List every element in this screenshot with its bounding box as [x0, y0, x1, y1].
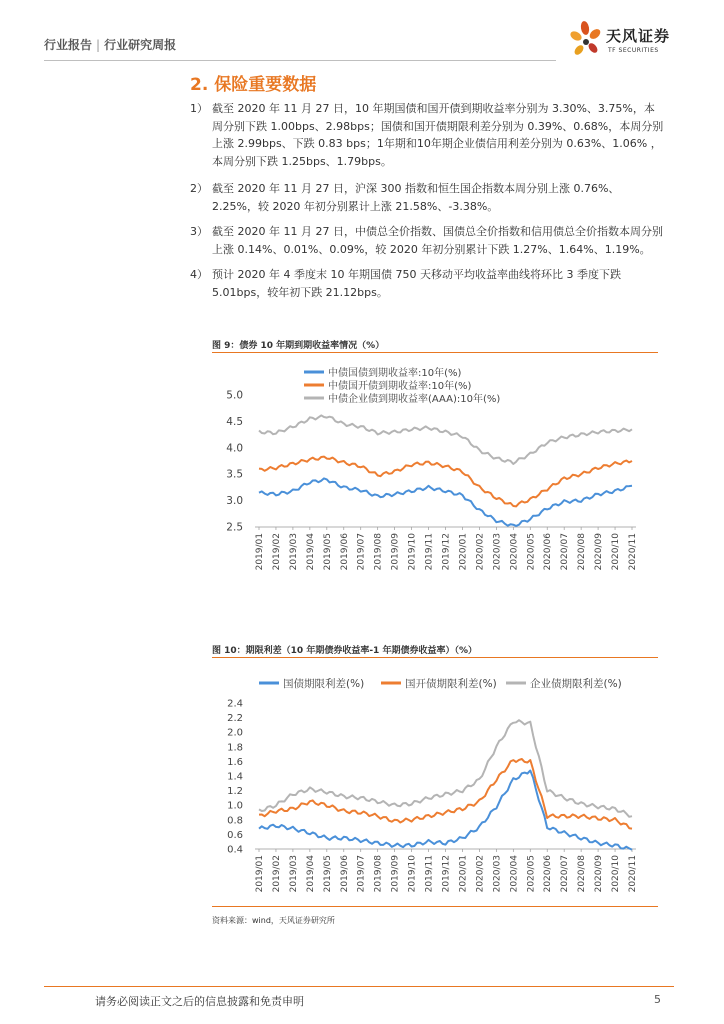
y-tick-label: 1.4 [227, 771, 243, 783]
report-subcategory: 行业研究周报 [104, 38, 177, 52]
x-tick-label: 2020/09 [594, 533, 605, 571]
figure-10-title: 图 10：期限利差（10 年期债券收益率-1 年期债券收益率）（%） [212, 646, 477, 656]
x-tick-label: 2020/10 [611, 533, 622, 571]
x-tick-label: 2020/01 [458, 855, 469, 893]
x-tick-label: 2020/04 [509, 533, 520, 571]
report-category: 行业报告 [44, 38, 93, 52]
x-tick-label: 2020/09 [594, 855, 605, 893]
x-tick-label: 2020/05 [526, 855, 537, 893]
paragraph-text: 预计 2020 年 4 季度末 10 年期国债 750 天移动平均收益率曲线将环比 3 季度下跌 5.01bps，较年初下跌 21.12bps。 [212, 268, 621, 299]
x-tick-label: 2019/12 [441, 855, 452, 893]
header-separator: | [96, 38, 101, 52]
legend-label: 中债国开债到期收益率:10年(%) [328, 381, 472, 392]
x-tick-label: 2019/12 [441, 533, 452, 571]
x-tick-label: 2019/04 [305, 533, 316, 571]
figure-9-title: 图 9：债券 10 年期到期收益率情况（%） [212, 341, 385, 351]
x-tick-label: 2019/10 [407, 533, 418, 571]
x-tick-label: 2020/03 [492, 855, 503, 893]
x-tick-label: 2019/01 [255, 855, 265, 893]
y-tick-label: 3.0 [226, 495, 243, 508]
legend-label: 企业债期限利差(%) [530, 678, 622, 690]
x-tick-label: 2020/03 [492, 533, 503, 571]
y-tick-label: 2.5 [226, 521, 243, 534]
x-tick-label: 2020/06 [543, 533, 554, 571]
x-tick-label: 2019/01 [255, 533, 265, 571]
x-tick-label: 2020/07 [560, 533, 571, 571]
x-tick-label: 2019/05 [322, 855, 333, 893]
paragraph-text: 截至 2020 年 11 月 27 日，沪深 300 指数和恒生国企指数本周分别上涨 0.76%、2.25%，较 2020 年初分别累计上涨 21.58%、-3.38%。 [212, 182, 620, 213]
flower-logo-icon [569, 20, 602, 56]
x-tick-label: 2019/09 [390, 855, 401, 893]
legend-label: 中债企业债到期收益率(AAA):10年(%) [328, 394, 501, 405]
x-tick-label: 2019/07 [356, 855, 367, 893]
report-header [44, 36, 176, 53]
y-tick-label: 3.5 [226, 468, 243, 481]
paragraph-text: 截至 2020 年 11 月 27 日，中债总全价指数、国债总全价指数和信用债总全价指数本周分别上涨 0.14%、0.01%、0.09%，较 2020 年初分别累计下跌 1.27%、1.64%、1.19%。 [212, 225, 663, 256]
figure-9-rule [212, 352, 658, 353]
y-tick-label: 4.0 [226, 442, 243, 455]
x-tick-label: 2020/11 [628, 855, 638, 893]
figure-10-chart [212, 662, 658, 904]
y-tick-label: 1.0 [227, 800, 243, 812]
x-tick-label: 2020/08 [577, 533, 588, 571]
x-tick-label: 2019/06 [339, 855, 350, 893]
y-tick-label: 0.8 [227, 815, 243, 827]
x-tick-label: 2019/02 [271, 533, 282, 571]
y-tick-label: 1.2 [227, 786, 243, 798]
legend-label: 国开债期限利差(%) [405, 678, 497, 690]
x-tick-label: 2020/07 [560, 855, 571, 893]
legend-label: 国债期限利差(%) [283, 678, 365, 690]
x-tick-label: 2019/02 [271, 855, 282, 893]
x-tick-label: 2019/10 [407, 855, 418, 893]
x-tick-label: 2019/05 [322, 533, 333, 571]
x-tick-label: 2019/11 [424, 533, 435, 571]
y-tick-label: 2.4 [227, 698, 243, 710]
x-tick-label: 2019/08 [373, 855, 384, 893]
x-tick-label: 2020/10 [611, 855, 622, 893]
data-source: 资料来源：wind，天风证券研究所 [212, 916, 335, 925]
y-tick-label: 2.2 [227, 713, 243, 725]
y-tick-label: 0.4 [227, 844, 243, 856]
logo-english: TF SECURITIES [608, 47, 659, 54]
x-tick-label: 2020/08 [577, 855, 588, 893]
x-tick-label: 2020/06 [543, 855, 554, 893]
x-tick-label: 2019/03 [288, 855, 299, 893]
y-tick-label: 0.6 [227, 829, 243, 841]
legend-label: 中债国债到期收益率:10年(%) [328, 368, 462, 379]
paragraph-number: 2） [190, 182, 208, 195]
series-line [259, 478, 632, 526]
y-tick-label: 5.0 [226, 389, 243, 402]
figure-9-chart [212, 356, 658, 590]
logo-name: 天风证券 [606, 27, 671, 45]
footer-divider [44, 986, 674, 987]
y-tick-label: 4.5 [226, 415, 243, 428]
x-tick-label: 2020/02 [475, 855, 486, 893]
series-line [259, 415, 632, 464]
figure-10-rule [212, 657, 658, 658]
footer-disclaimer: 请务必阅读正文之后的信息披露和免责申明 [95, 995, 304, 1008]
x-tick-label: 2019/04 [305, 855, 316, 893]
section-title: 2. 保险重要数据 [190, 75, 317, 95]
paragraph-number: 3） [190, 225, 208, 238]
x-tick-label: 2019/09 [390, 533, 401, 571]
x-tick-label: 2020/11 [628, 533, 638, 571]
page-number: 5 [654, 993, 661, 1006]
x-tick-label: 2019/06 [339, 533, 350, 571]
x-tick-label: 2019/11 [424, 855, 435, 893]
series-line [259, 771, 632, 850]
paragraph-number: 1） [190, 102, 208, 115]
x-tick-label: 2019/07 [356, 533, 367, 571]
x-tick-label: 2019/08 [373, 533, 384, 571]
x-tick-label: 2019/03 [288, 533, 299, 571]
paragraph-text: 截至 2020 年 11 月 27 日，10 年期国债和国开债到期收益率分别为 3.30%、3.75%，本周分别下跌 1.00bps、2.98bps；国债和国开债期限利差分别为 0.39%、0.68%，本周分别上涨 2.99bps、下跌 0.83 bps；1年期和10年期企业债信用利差分别为 0.63%、1.06% ，本周分别下跌 1.25bps、1.79bps。 [212, 102, 664, 168]
x-tick-label: 2020/04 [509, 855, 520, 893]
y-tick-label: 2.0 [227, 727, 243, 739]
x-tick-label: 2020/01 [458, 533, 469, 571]
y-tick-label: 1.8 [227, 742, 243, 754]
x-tick-label: 2020/05 [526, 533, 537, 571]
x-tick-label: 2020/02 [475, 533, 486, 571]
paragraph-number: 4） [190, 268, 208, 281]
header-divider [44, 60, 556, 61]
figure-10-bottom-rule [212, 906, 658, 907]
y-tick-label: 1.6 [227, 756, 243, 768]
